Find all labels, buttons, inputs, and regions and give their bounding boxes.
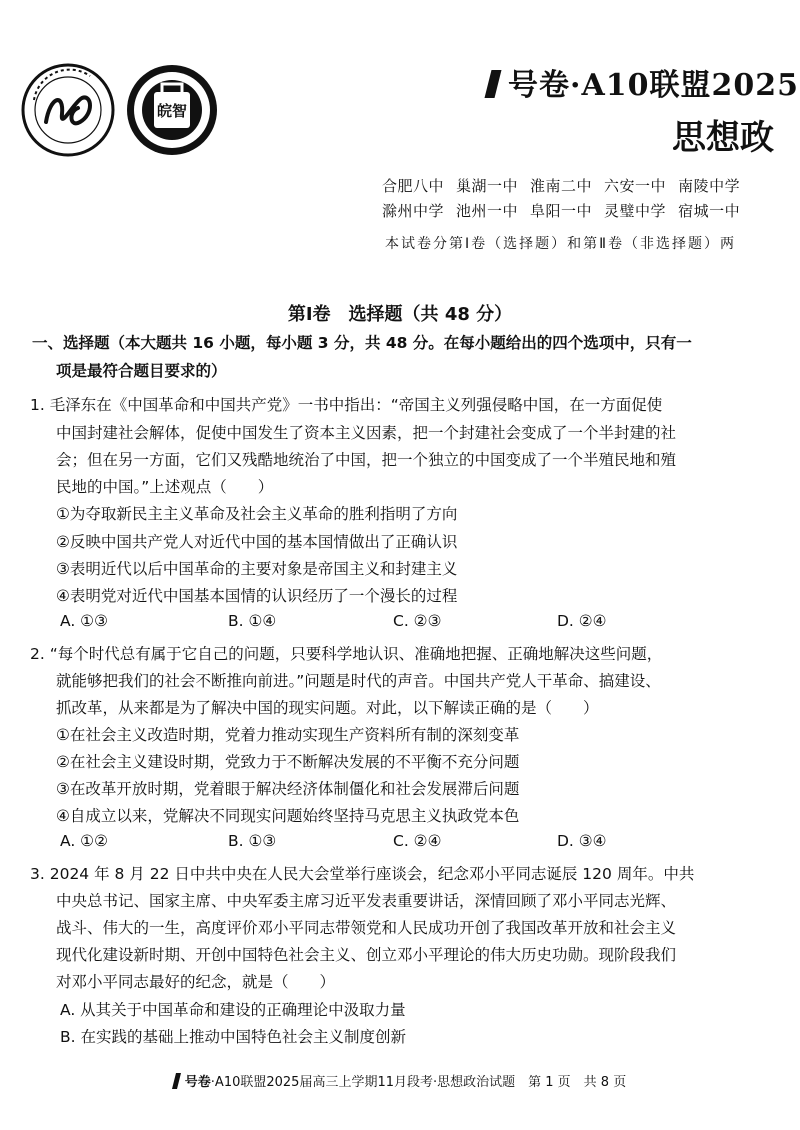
- question-3-option-b: B. 在实践的基础上推动中国特色社会主义制度创新: [60, 1028, 406, 1046]
- question-2-option-a: A. ①②: [60, 832, 108, 850]
- question-2-stem-line: 2. “每个时代总有属于它自己的问题，只要科学地认识、准确地把握、正确地解决这些问题，: [30, 645, 663, 663]
- question-2-option-b: B. ①③: [228, 832, 277, 850]
- brand-name: ·A10联盟2025: [570, 68, 799, 103]
- footer-brand-prefix: 号卷: [184, 1075, 211, 1090]
- education-seal-logo: [124, 62, 220, 158]
- school-name: 池州一中: [456, 202, 519, 220]
- section-title: 第Ⅰ卷 选择题（共 48 分）: [287, 304, 513, 325]
- school-name: 阜阳一中: [530, 202, 593, 220]
- question-3-stem-line: 中央总书记、国家主席、中央军委主席习近平发表重要讲话，深情回顾了邓小平同志光辉、: [56, 892, 677, 910]
- question-1-option-c: C. ②③: [393, 612, 442, 630]
- question-3-stem-line: 现代化建设新时期、开创中国特色社会主义、创立邓小平理论的伟大历史功勋。现阶段我们: [56, 946, 677, 964]
- section-instruction-line-1: 一、选择题（本大题共 16 小题，每小题 3 分，共 48 分。在每小题给出的四个选项中，只有一: [32, 334, 692, 352]
- question-1-stem-line: 中国封建社会解体，促使中国发生了资本主义因素，把一个封建社会变成了一个半封建的社: [56, 424, 677, 442]
- school-name: 南陵中学: [678, 177, 741, 195]
- school-name: 宿城一中: [678, 202, 741, 220]
- question-3-stem-line: 对邓小平同志最好的纪念，就是（ ）: [56, 973, 336, 991]
- question-3-option-a: A. 从其关于中国革命和建设的正确理论中汲取力量: [60, 1001, 406, 1019]
- question-2-statement: ②在社会主义建设时期，党致力于不断解决发展的不平衡不充分问题: [56, 753, 520, 771]
- footer-text: ·A10联盟2025届高三上学期11月段考·思想政治试题 第 1 页 共 8 页: [210, 1075, 627, 1090]
- question-1-option-b: B. ①④: [228, 612, 277, 630]
- school-name: 六安一中: [604, 177, 667, 195]
- school-name: 淮南二中: [530, 177, 593, 195]
- question-1-stem-line: 会；但在另一方面，它们又残酷地统治了中国，把一个独立的中国变成了一个半殖民地和殖: [56, 451, 677, 469]
- question-1-statement: ③表明近代以后中国革命的主要对象是帝国主义和封建主义: [56, 560, 458, 578]
- school-list-row-2: [382, 200, 752, 221]
- school-name: 灵璧中学: [604, 202, 667, 220]
- question-2-statement: ④自成立以来，党解决不同现实问题始终坚持马克思主义执政党本色: [56, 807, 520, 825]
- subject-title: 思想政: [672, 118, 774, 158]
- footer-brand-mark-icon: [172, 1073, 181, 1089]
- logo-seal-text: 皖智: [156, 102, 188, 120]
- question-2-option-c: C. ②④: [393, 832, 442, 850]
- question-1-option-d: D. ②④: [557, 612, 607, 630]
- question-3-stem-line: 战斗、伟大的一生，高度评价邓小平同志带领党和人民成功开创了我国改革开放和社会主义: [56, 919, 677, 937]
- school-list-row-1: [382, 175, 752, 196]
- school-name: 巢湖一中: [456, 177, 519, 195]
- question-1-stem-line: 1. 毛泽东在《中国革命和中国共产党》一书中指出：“帝国主义列强侵略中国，在一方面促使: [30, 396, 663, 414]
- brand-mark-icon: [485, 70, 502, 98]
- school-name: 合肥八中: [382, 177, 445, 195]
- school-name: 滁州中学: [382, 202, 445, 220]
- alliance-seal-logo: [20, 62, 116, 158]
- question-3-stem-line: 3. 2024 年 8 月 22 日中共中央在人民大会堂举行座谈会，纪念邓小平同志诞辰 120 周年。中共: [30, 865, 695, 883]
- page-footer: [0, 1071, 800, 1090]
- question-2-statement: ①在社会主义改造时期，党着力推动实现生产资料所有制的深刻变革: [56, 726, 520, 744]
- question-1-statement: ②反映中国共产党人对近代中国的基本国情做出了正确认识: [56, 533, 458, 551]
- question-2-option-d: D. ③④: [557, 832, 607, 850]
- section-instruction-line-2: 项是最符合题目要求的）: [56, 362, 227, 380]
- brand-prefix: 号卷: [508, 68, 570, 103]
- exam-brand-title: [488, 60, 799, 104]
- question-2-statement: ③在改革开放时期，党着眼于解决经济体制僵化和社会发展滞后问题: [56, 780, 520, 798]
- question-1-option-a: A. ①③: [60, 612, 108, 630]
- question-1-stem-line: 民地的中国。”上述观点（ ）: [56, 478, 274, 496]
- question-2-stem-line: 就能够把我们的社会不断推向前进。”问题是时代的声音。中国共产党人干革命、搞建设、: [56, 672, 661, 690]
- question-1-statement: ④表明党对近代中国基本国情的认识经历了一个漫长的过程: [56, 587, 458, 605]
- question-2-stem-line: 抓改革，从来都是为了解决中国的现实问题。对此，以下解读正确的是（ ）: [56, 699, 599, 717]
- exam-structure-note: 本试卷分第Ⅰ卷（选择题）和第Ⅱ卷（非选择题）两: [385, 236, 737, 252]
- question-1-statement: ①为夺取新民主主义革命及社会主义革命的胜利指明了方向: [56, 505, 458, 523]
